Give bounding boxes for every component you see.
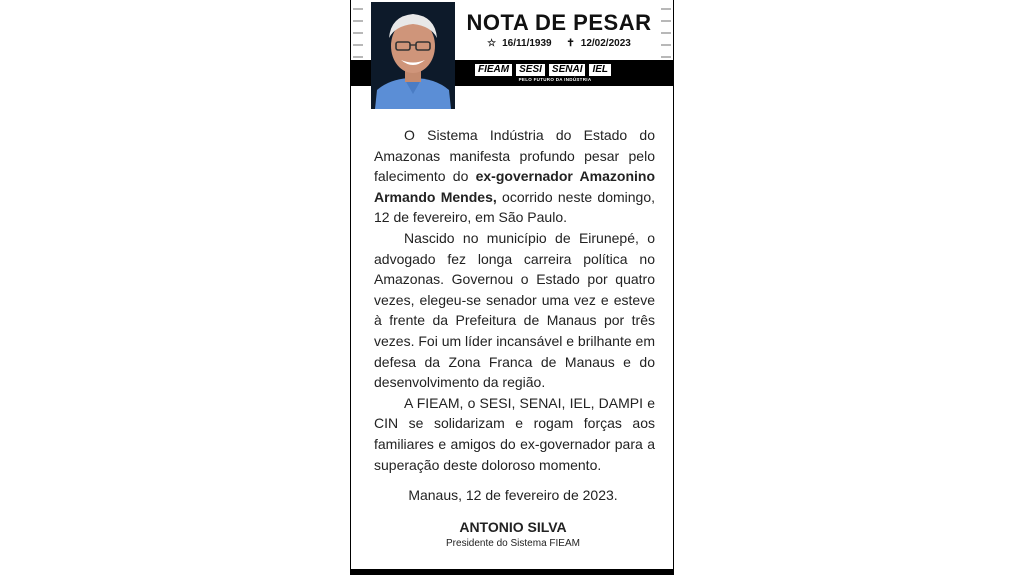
page-title: NOTA DE PESAR	[466, 10, 652, 35]
institution-logos	[475, 64, 611, 76]
portrait-photo	[371, 2, 455, 109]
signer-role: Presidente do Sistema FIEAM	[446, 538, 580, 549]
bottom-bar	[351, 569, 673, 575]
logo-senai: SENAI	[549, 64, 586, 76]
logo-sesi: SESI	[516, 64, 545, 76]
obituary-text	[374, 125, 655, 475]
star-icon: ☆	[487, 38, 497, 49]
place-date: Manaus, 12 de fevereiro de 2023.	[408, 487, 618, 503]
signer-name: ANTONIO SILVA	[459, 519, 567, 535]
highlight-name: ex-governador Amazonino Armando Mendes,	[374, 168, 655, 205]
logo-iel: IEL	[589, 64, 611, 76]
paragraph-2: Nascido no município de Eirunepé, o advogado fez longa carreira política no Amazonas. Governou o Estado por quatro vezes, elegeu-se senador uma vez e esteve à frente da Prefeitura de Manaus por três vezes. Foi um líder incansável e brilhante em defesa da Zona Franca de Manaus e do desenvolvimento da região.	[374, 229, 655, 391]
tagline: PELO FUTURO DA INDÚSTRIA	[518, 77, 592, 82]
paragraph-3: A FIEAM, o SESI, SENAI, IEL, DAMPI e CIN se solidarizam e rogam forças aos familiares e amigos do ex-governador para a superação deste doloroso momento.	[374, 394, 655, 473]
logo-fieam: FIEAM	[475, 64, 512, 76]
right-stripes	[655, 0, 673, 60]
birth-date: ☆ 16/11/1939	[487, 38, 552, 49]
obituary-card	[350, 0, 674, 575]
death-date: ✝ 12/02/2023	[566, 38, 631, 49]
cross-icon: ✝	[566, 38, 575, 49]
left-stripes	[351, 0, 369, 60]
paragraph-1: O Sistema Indústria do Estado do Amazonas manifesta profundo pesar pelo falecimento do ex-governador Amazonino Armando Mendes, ocorrido neste domingo, 12 de fevereiro, em São Paulo.	[374, 127, 655, 226]
life-dates	[463, 38, 655, 49]
